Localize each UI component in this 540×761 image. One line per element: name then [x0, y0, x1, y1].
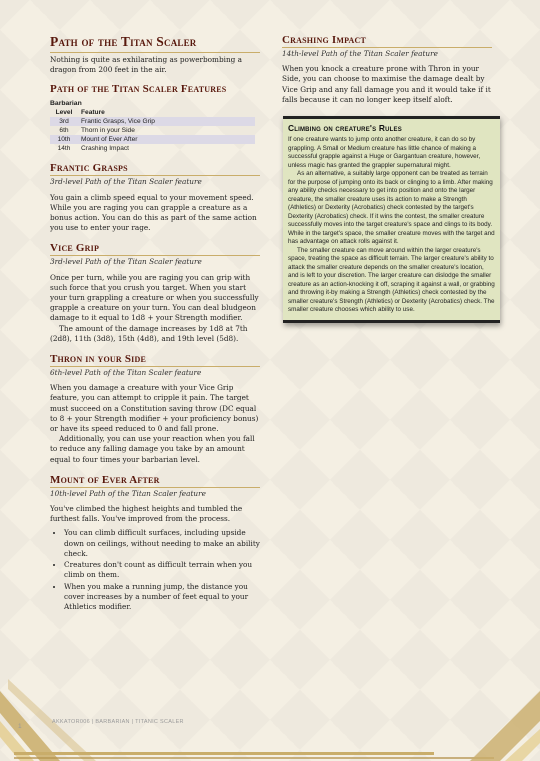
thorn-body: When you damage a creature with your Vice Grip feature, you can attempt to cripple it pain. The target must succeed on a Constitution saving throw (DC equal to 8 + your Strength modifier + your proficiency bonus) or have its speed reduced to 0 and fall prone. — [50, 383, 259, 434]
row-feature: Thorn in your Side — [81, 127, 135, 135]
table-header-row — [50, 108, 255, 117]
mount-bullet-list — [50, 528, 260, 612]
page-number: 1 — [18, 723, 22, 730]
table-caption: Barbarian — [50, 100, 82, 108]
vice-grip-subtitle: 3rd-level Path of the Titan Scaler feature — [50, 257, 202, 267]
table-row — [50, 144, 255, 153]
note-paragraph-2: As an alternative, a suitably large opponent can be treated as terrain for the purpose of jumping onto its back or clinging to a limb. After making any ability checks necessary to get into position and onto the larger creature, the smaller creature uses its action to make a Strength (Athletics) or Dexterity (Acrobatics) check contested by the target's Dexterity (Acrobatics) check. If it wins the contest, the smaller creature successfully moves into the target creature's space and clings to its body. While in the target's space, the smaller creature moves with the target and has advantage on attack rolls against it. — [288, 170, 495, 245]
note-paragraph-3: The smaller creature can move around within the larger creature's space, treating the space as difficult terrain. The larger creature's ability to attack the smaller creature depends on the smaller creature's location, and is left to your discretion. The larger creature can dislodge the smaller creature as an action-knocking it off, scraping it against a wall, or grabbing and throwing it-by making a Strength (Athletics) check contested by the smaller creature's Strength (Athletics) or Dexterity (Acrobatics) check. The smaller creature chooses which ability to use. — [288, 246, 495, 313]
list-item: • You can climb difficult surfaces, including upside down on ceilings, without needing to make an ability check. — [64, 528, 260, 559]
page-title: Path of the Titan Scaler — [50, 34, 260, 53]
features-table — [50, 108, 255, 153]
row-feature: Frantic Grasps, Vice Grip — [78, 117, 255, 126]
vice-grip-heading: Vice Grip — [50, 242, 260, 256]
frantic-grasps-body: You gain a climb speed equal to your movement speed. While you are raging you can grapple a creature as a bonus action. You can do this as part of the same action you use to enter your rage. — [50, 192, 257, 233]
footer-text: AKKATOR006 | BARBARIAN | TITANIC SCALER — [52, 719, 184, 725]
note-paragraph-1: If one creature wants to jump onto another creature, it can do so by grappling. A Small or Medium creature has little chance of making a successful grapple against a Huge or Gargantuan creature, however, unless magic has granted the grappler supernatural might. — [288, 136, 481, 169]
row-feature: Crashing Impact — [81, 145, 130, 153]
table-row — [50, 135, 255, 144]
thorn-body-2: Additionally, you can use your reaction when you fall to reduce any falling damage you take by an amount equal to four times your barbarian level. — [50, 434, 255, 464]
crashing-impact-heading: Crashing Impact — [282, 34, 492, 48]
gold-corner-decoration — [0, 651, 540, 761]
thorn-subtitle: 6th-level Path of the Titan Scaler feature — [50, 368, 202, 378]
mount-subtitle: 10th-level Path of the Titan Scaler feature — [50, 488, 206, 498]
row-level: 10th — [50, 135, 78, 144]
vice-grip-body-2: The amount of the damage increases by 1d8 at 7th (2d8), 11th (3d8), 15th (4d8), and 19th level (5d8). — [50, 323, 248, 343]
list-item: • Creatures don't count as difficult terrain when you climb on them. — [64, 560, 260, 580]
frantic-grasps-subtitle: 3rd-level Path of the Titan Scaler feature — [50, 177, 202, 187]
right-column — [282, 34, 492, 109]
row-level: 14th — [57, 145, 71, 153]
crashing-impact-body: When you knock a creature prone with Thron in your Side, you can choose to maximise the damage dealt by Vice Grip and any fall damage you and it would take if it falls because it can no longer keep itself aloft. — [282, 64, 491, 104]
row-level: 3rd — [50, 117, 78, 126]
col-header-level: Level — [55, 109, 73, 117]
list-item: • When you make a running jump, the distance you cover increases by a number of feet equal to your Athletics modifier. — [64, 582, 260, 613]
climbing-rules-note — [283, 116, 500, 323]
thorn-heading: Thron in your Side — [50, 353, 260, 367]
vice-grip-body: Once per turn, while you are raging you can grip with such force that you crush you target. When you start your turn grappling a creature or when you successfully grapple a creature on your turn. You can deal bludgeon damage to it equal to 1d8 + your Strength modifier. — [50, 272, 259, 323]
table-row — [50, 117, 255, 126]
left-column — [50, 34, 260, 613]
features-heading: Path of the Titan Scaler Features — [50, 83, 227, 96]
col-header-feature: Feature — [81, 109, 105, 117]
table-row — [50, 126, 255, 135]
frantic-grasps-heading: Frantic Grasps — [50, 162, 260, 176]
mount-heading: Mount of Ever After — [50, 474, 260, 488]
intro-text: Nothing is quite as exhilarating as powerbombing a dragon from 200 feet in the air. — [50, 55, 243, 75]
row-feature: Mount of Ever After — [78, 135, 255, 144]
crashing-impact-subtitle: 14th-level Path of the Titan Scaler feature — [282, 49, 438, 58]
mount-body: You've climbed the highest heights and tumbled the furthest falls. You've improved from the process. — [50, 504, 243, 524]
row-level: 6th — [59, 127, 69, 135]
note-title: Climbing on creature's Rules — [288, 123, 402, 133]
